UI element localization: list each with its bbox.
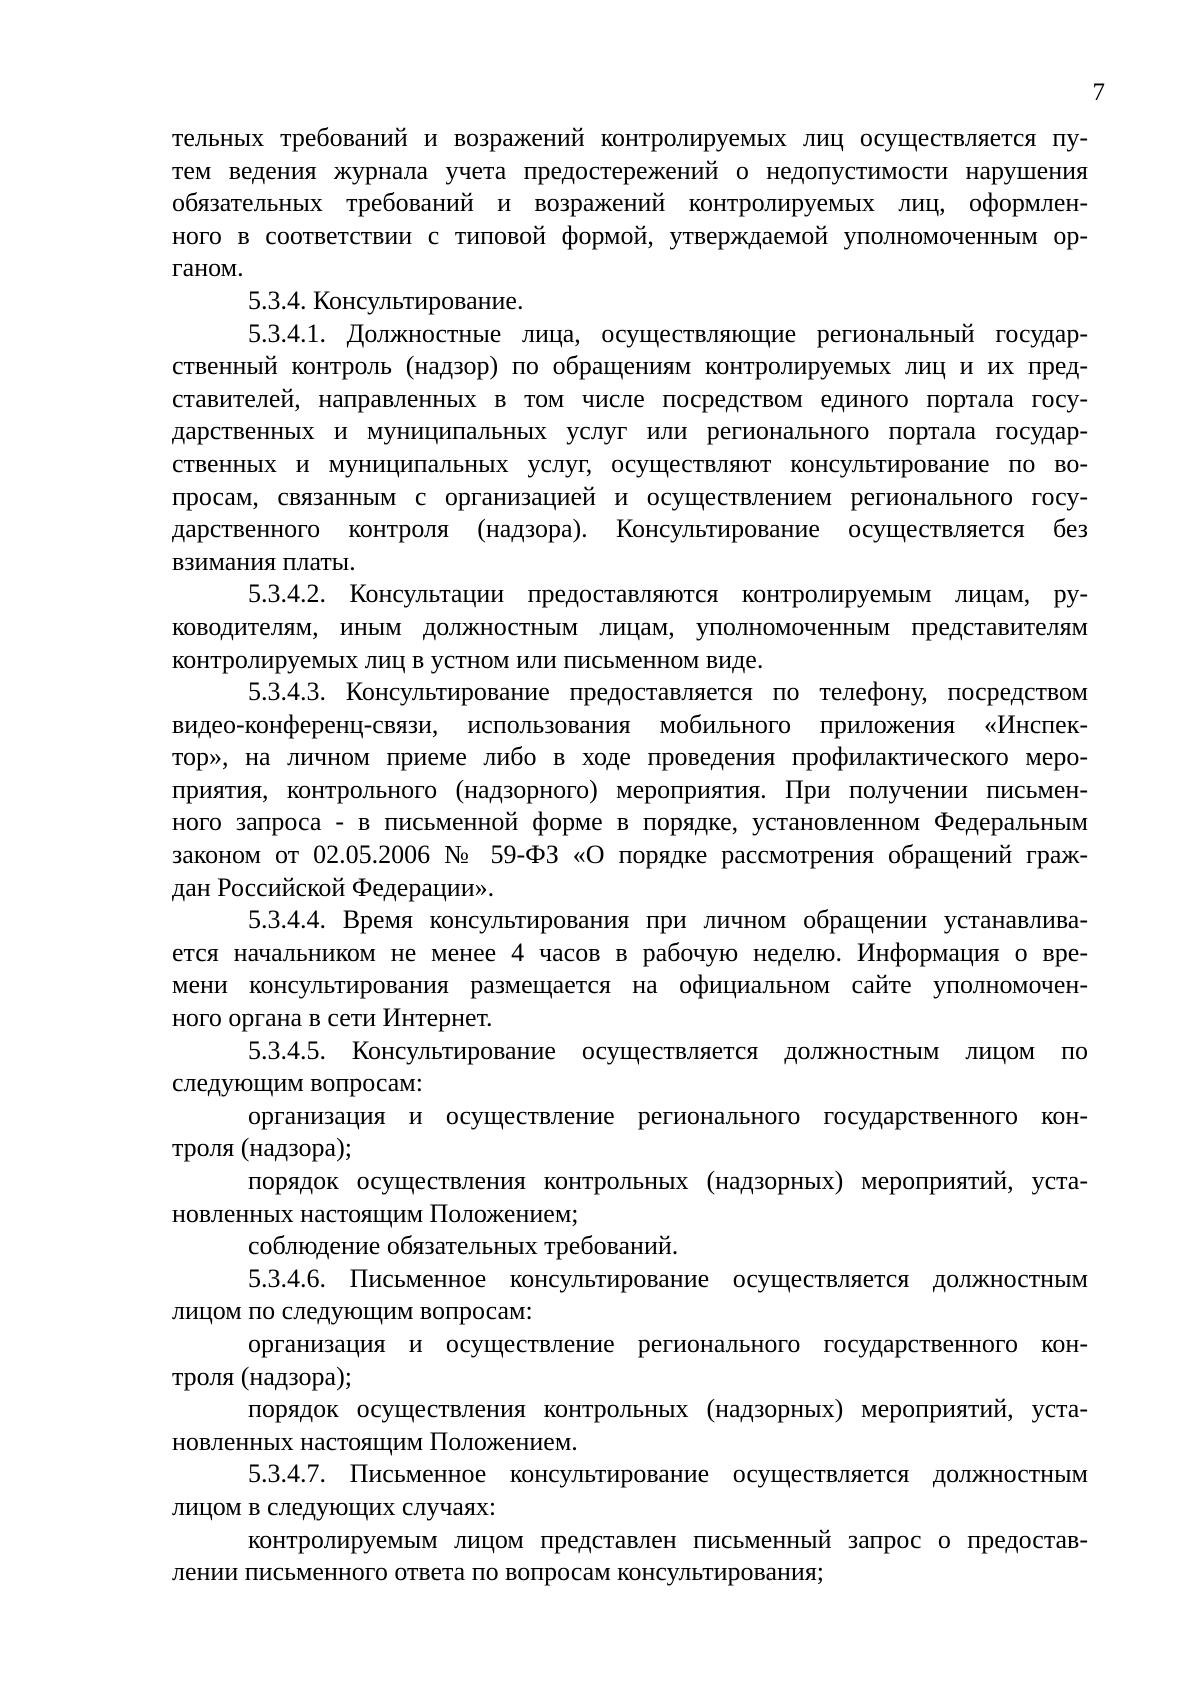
text-line: обязательных требований и возражений контролируемых лиц, оформлен- bbox=[172, 188, 1088, 218]
text-line: ководителям, иным должностным лицам, уполномоченным представителям bbox=[172, 611, 1088, 641]
text-line: 5.3.4.3. Консультирование предоставляется по телефону, посредством bbox=[248, 677, 1088, 707]
text-line: тор», на личном приеме либо в ходе проведения профилактического меро- bbox=[172, 742, 1088, 772]
text-line: мени консультирования размещается на официальном сайте уполномочен- bbox=[172, 970, 1088, 1000]
text-line: ного органа в сети Интернет. bbox=[172, 1003, 493, 1033]
text-line: 5.3.4.7. Письменное консультирование осуществляется должностным bbox=[248, 1459, 1088, 1489]
text-line: 5.3.4.6. Письменное консультирование осуществляется должностным bbox=[248, 1263, 1088, 1293]
text-line: троля (надзора); bbox=[172, 1361, 352, 1391]
text-line: ственных и муниципальных услуг, осуществляют консультирование по во- bbox=[172, 448, 1088, 478]
text-line: дарственного контроля (надзора). Консультирование осуществляется без bbox=[172, 514, 1088, 544]
text-line: следующим вопросам: bbox=[172, 1068, 423, 1098]
text-line: контролируемых лиц в устном или письменном виде. bbox=[172, 644, 764, 674]
text-line: приятия, контрольного (надзорного) мероприятия. При получении письмен- bbox=[172, 774, 1088, 804]
text-line: тельных требований и возражений контролируемых лиц осуществляется пу- bbox=[172, 123, 1088, 152]
text-line: взимания платы. bbox=[172, 546, 356, 576]
text-line: порядок осуществления контрольных (надзорных) мероприятий, уста- bbox=[248, 1394, 1088, 1424]
text-line: 5.3.4.2. Консультации предоставляются контролируемым лицам, ру- bbox=[248, 579, 1088, 609]
page-number: 7 bbox=[1092, 79, 1105, 106]
text-line: дан Российской Федерации». bbox=[172, 872, 495, 902]
text-line: ставителей, направленных в том числе посредством единого портала госу- bbox=[172, 383, 1088, 413]
text-line: законом от 02.05.2006 № 59-ФЗ «О порядке рассмотрения обращений граж- bbox=[172, 840, 1088, 870]
text-line: лицом в следующих случаях: bbox=[172, 1491, 497, 1521]
text-line: порядок осуществления контрольных (надзорных) мероприятий, уста- bbox=[248, 1166, 1088, 1195]
text-line: ного запроса - в письменной форме в порядке, установленном Федеральным bbox=[172, 807, 1088, 837]
text-line: 5.3.4.5. Консультирование осуществляется должностным лицом по bbox=[248, 1035, 1088, 1065]
text-line: 5.3.4.4. Время консультирования при личном обращении устанавлива- bbox=[248, 905, 1088, 935]
text-line: ется начальником не менее 4 часов в рабочую неделю. Информация о вре- bbox=[172, 937, 1088, 967]
text-line: соблюдение обязательных требований. bbox=[248, 1231, 679, 1261]
text-line: видео-конференц-связи, использования мобильного приложения «Инспек- bbox=[172, 709, 1088, 739]
text-line: тем ведения журнала учета предостережений о недопустимости нарушения bbox=[172, 155, 1088, 185]
document-body bbox=[172, 122, 1088, 1589]
text-line: новленных настоящим Положением; bbox=[172, 1198, 579, 1228]
text-line: новленных настоящим Положением. bbox=[172, 1426, 578, 1456]
text-line: ганом. bbox=[172, 253, 244, 283]
text-line: организация и осуществление регионального государственного кон- bbox=[248, 1328, 1088, 1358]
text-line: контролируемым лицом представлен письменный запрос о предостав- bbox=[248, 1524, 1088, 1554]
text-line: троля (надзора); bbox=[172, 1133, 352, 1163]
text-line: лицом по следующим вопросам: bbox=[172, 1296, 533, 1326]
text-line: ственный контроль (надзор) по обращениям контролируемых лиц и их пред- bbox=[172, 351, 1088, 381]
text-line: 5.3.4. Консультирование. bbox=[248, 285, 524, 315]
text-line: дарственных и муниципальных услуг или регионального портала государ- bbox=[172, 416, 1088, 446]
text-line: организация и осуществление регионального государственного кон- bbox=[248, 1100, 1088, 1130]
text-line: 5.3.4.1. Должностные лица, осуществляющие региональный государ- bbox=[248, 318, 1088, 348]
text-line: ного в соответствии с типовой формой, утверждаемой уполномоченным ор- bbox=[172, 220, 1088, 250]
text-line: лении письменного ответа по вопросам консультирования; bbox=[172, 1557, 825, 1587]
text-line: просам, связанным с организацией и осуществлением регионального госу- bbox=[172, 481, 1088, 511]
